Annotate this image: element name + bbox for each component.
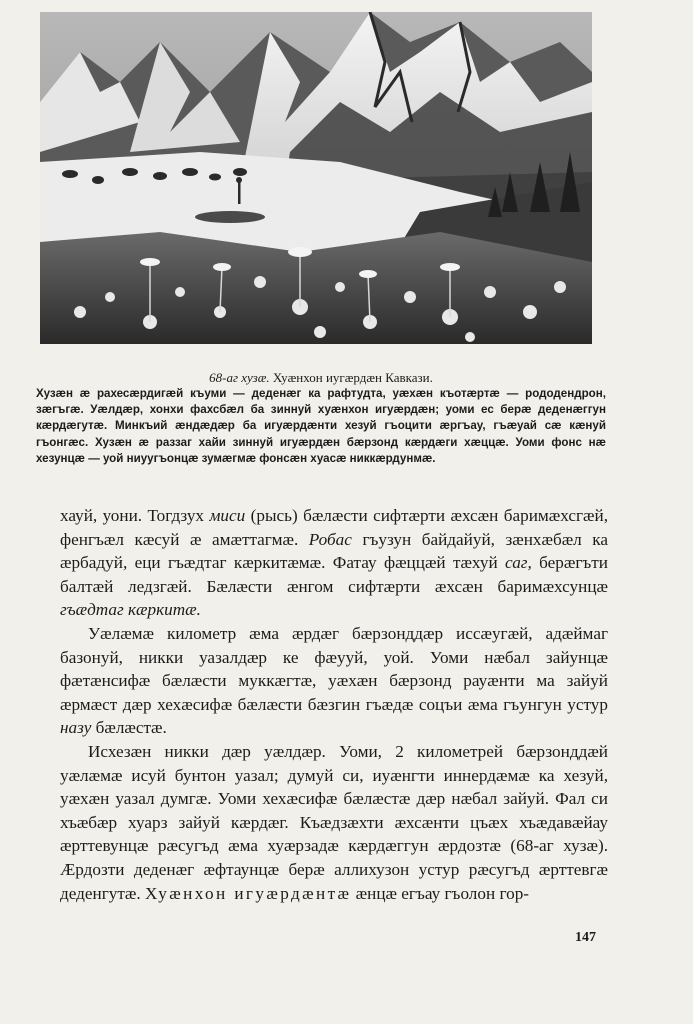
- main-text: [60, 504, 608, 905]
- figure-number: 68-аг хузæ.: [209, 370, 270, 385]
- paragraph-1: хауй, уони. Тогдзух миси (рысь) бæлæсти сифтæрти æхсæн баримæхсгæй, фенгъæл кæсуй æ амæттагмæ. Робас гъузун байдайуй, зæнхæбæл ка æрбадуй, еци гъæдтаг кæркитæмæ. Фатау фæццæй тæхуй саг, берæгъти балтæй ледзгæй. Бæлæсти æнгом сифтæрти æхсæн баримæхсунцæ гъæдтаг кæркитæ.: [60, 506, 609, 620]
- page-number: 147: [575, 930, 596, 945]
- term-nazu: назу: [60, 718, 92, 738]
- term-gaedtag-kaerkitae: гъæдтаг кæркитæ.: [60, 600, 201, 620]
- term-robas: Робас: [308, 529, 352, 549]
- caucasus-alpine-meadow-illustration: [40, 12, 592, 344]
- paragraph-2: Уæлæмæ километр æма æрдæг бæрзонддæр иссæугæй, адæймаг базонуй, никки уазалдæр ке фæууй, уой. Уоми нæбал зайунцæ фæтæнсифæ бæлæсти муккæгтæ, уæхæн бæрзонд рауæнти ма зайуй æрмæст дæр хехæсифæ бæлæсти бæзгин гъæдæ соцъи æма гъунгун устур назу бæлæстæ.: [60, 623, 608, 738]
- term-sag: саг,: [505, 553, 532, 573]
- paragraph-3: Исхезæн никки дæр уæлдæр. Уоми, 2 километрей бæрзонддæй уæлæмæ исуй бунтон уазал; думуй си, иуæнгти иннердæмæ ка хезуй, уæхæн уазал думгæ. Уоми хехæсифæ бæлæстæ дæр нæбал зайуй. Фал си хъæбæр хуарз зайуй кæрдæг. Къæдзæхти æхсæнти цъæх хъæдавæйау æрттевунцæ рæсугъд æма хуæрзадæ кæрдæггун æрдозтæ (68-аг хузæ). Æрдозти деденæг æфтаунцæ берæ аллихузон устур рæсугъд æрттевгæ деденгутæ. Хуæнхон игуæрдæнтæ æнцæ егъау гъолон гор-: [60, 741, 608, 903]
- figure-caption: [36, 370, 606, 386]
- term-misi: миси: [209, 506, 246, 525]
- figure-description: Хузæн æ рахесæрдигæй къуми — деденæг ка рафтудта, уæхæн къотæртæ — рододендрон, зæгъгæ. Уæлдæр, хонхи фахсбæл ба зиннуй хуæнхон игуæрдæн; уоми ес берæ деденæггун кæрдæгутæ. Минкъий æндæдæр ба игуæрдæнти хезуй гъоцити æргъау, гъæуай сæ кæнуй гъонгæс. Хузæн æ раззаг хайи зиннуй игуæрдæн бæрзонд кæрдæги хæццæ. Уоми фонс нæ хезунцæ — уой ниуугъонцæ зумæгмæ фонсæн хуасæ никкæрдунмæ.: [36, 387, 606, 465]
- illustration-drawing: [40, 12, 592, 344]
- term-alpine-meadows: Хуæнхон игуæрдæнтæ: [144, 883, 352, 903]
- figure-title: Хуæнхон иугæрдæн Кавкази.: [272, 370, 433, 385]
